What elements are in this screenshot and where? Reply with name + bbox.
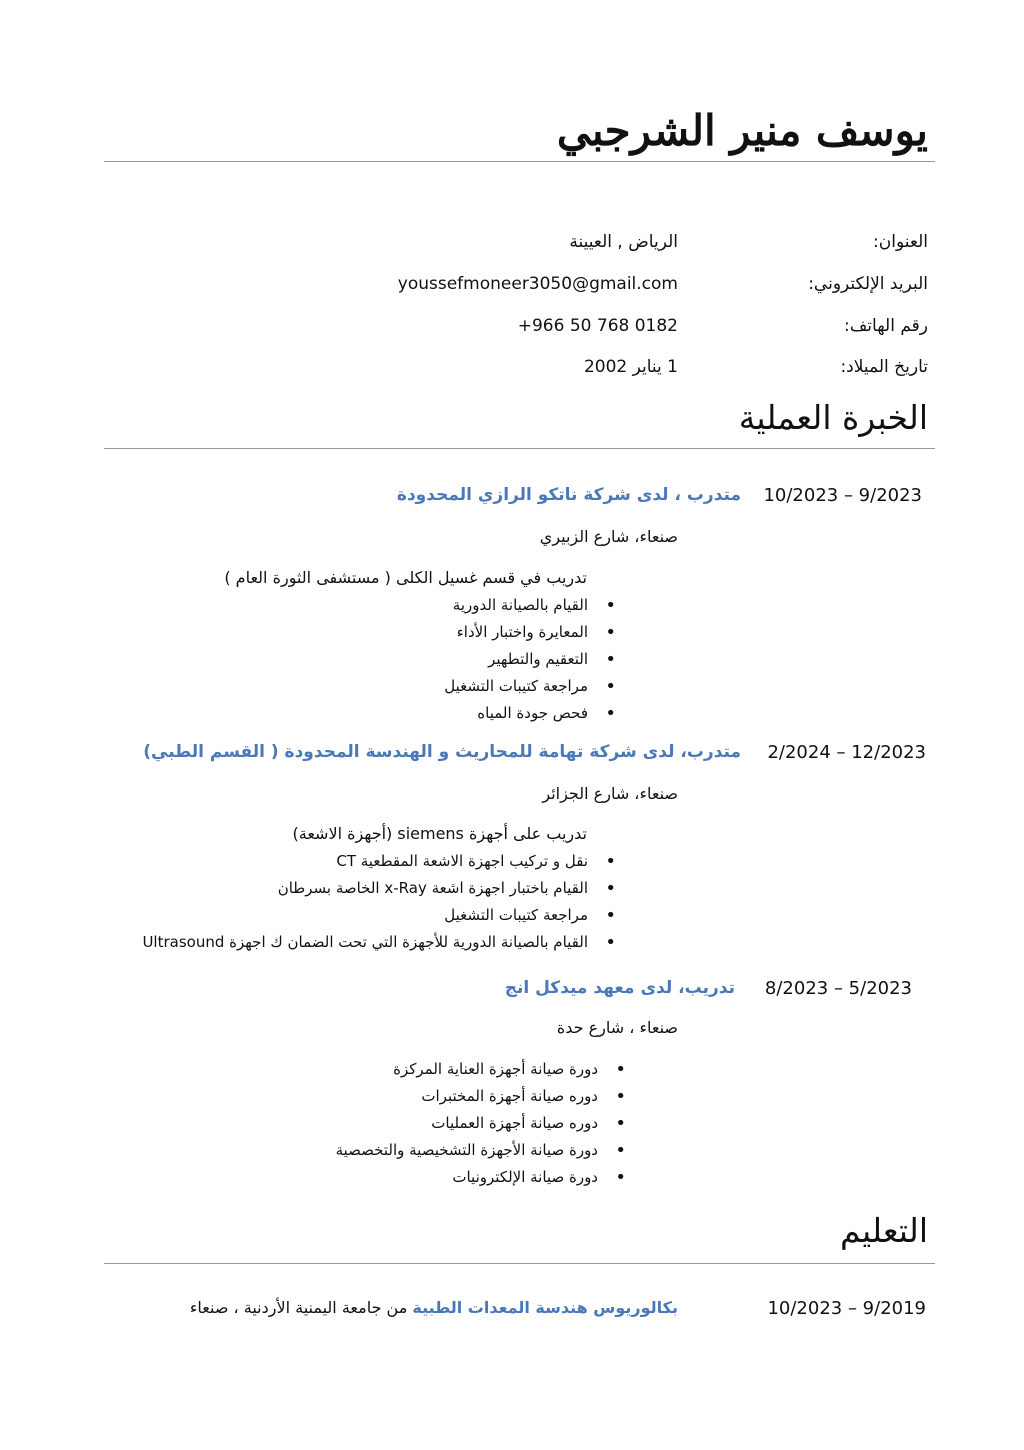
- education-dates: 10/2023 – 9/2019: [767, 1298, 926, 1319]
- job-3-courses: [336, 1056, 626, 1191]
- list-item: • فحص جودة المياه: [444, 700, 616, 727]
- phone-label: رقم الهاتف:: [843, 316, 928, 336]
- job-3-dates: 8/2023 – 5/2023: [764, 978, 912, 999]
- phone-value: +966 50 768 0182: [517, 316, 678, 336]
- list-item: • التعقيم والتطهير: [444, 646, 616, 673]
- job-1-dates: 10/2023 – 9/2023: [763, 485, 922, 506]
- job-2-description: تدريب على أجهزة siemens (أجهزة الاشعة): [292, 824, 587, 843]
- experience-heading: الخبرة العملية: [738, 398, 928, 437]
- list-item: • المعايرة واختبار الأداء: [444, 619, 616, 646]
- list-item: • نقل و تركيب اجهزة الاشعة المقطعية CT: [142, 848, 616, 875]
- page-title: يوسف منير الشرجبي: [556, 106, 928, 155]
- job-1-location: صنعاء، شارع الزبيري: [539, 527, 678, 546]
- list-item: • القيام بالصيانة الدورية للأجهزة التي تحت الضمان ك اجهزة Ultrasound: [142, 929, 616, 956]
- job-3-role: تدريب، لدى معهد ميدكل انج: [504, 978, 735, 998]
- education-entry: [190, 1297, 678, 1319]
- list-item: • دورة صيانة الإلكترونيات: [336, 1164, 626, 1191]
- title-divider: [104, 161, 935, 162]
- education-divider: [104, 1263, 935, 1264]
- list-item: • القيام باختبار اجهزة اشعة x-Ray الخاصة بسرطان: [142, 875, 616, 902]
- birth-date-value: 1 يناير 2002: [583, 357, 678, 377]
- list-item: • دورة صيانة الأجهزة التشخيصية والتخصصية: [336, 1137, 626, 1164]
- birth-date-label: تاريخ الميلاد:: [840, 357, 928, 377]
- job-2-role: متدرب، لدى شركة تهامة للمحاريث و الهندسة المحدودة ( القسم الطبي): [143, 742, 741, 762]
- address-value: الرياض , العيينة: [569, 232, 678, 252]
- job-1-role: متدرب ، لدى شركة ناتكو الرازي المحدودة: [396, 485, 741, 505]
- job-1-description: تدريب في قسم غسيل الكلى ( مستشفى الثورة العام ): [224, 568, 587, 587]
- list-item: • دوره صيانة أجهزة المختبرات: [336, 1083, 626, 1110]
- job-3-location: صنعاء ، شارع حدة: [556, 1018, 678, 1037]
- education-heading: التعليم: [840, 1211, 928, 1250]
- experience-divider: [104, 448, 935, 449]
- email-value[interactable]: youssefmoneer3050@gmail.com: [397, 274, 678, 294]
- list-item: • مراجعة كتيبات التشغيل: [142, 902, 616, 929]
- job-2-tasks: [142, 848, 616, 956]
- education-institution: من جامعة اليمنية الأردنية ، صنعاء: [189, 1298, 413, 1317]
- job-2-location: صنعاء، شارع الجزائر: [542, 784, 678, 803]
- education-degree: بكالوريوس هندسة المعدات الطبية: [412, 1298, 678, 1317]
- list-item: • مراجعة كتيبات التشغيل: [444, 673, 616, 700]
- job-2-dates: 2/2024 – 12/2023: [767, 742, 926, 763]
- address-label: العنوان:: [873, 232, 928, 252]
- email-label: البريد الإلكتروني:: [808, 274, 928, 294]
- job-1-tasks: [444, 592, 616, 727]
- list-item: • دوره صيانة أجهزة العمليات: [336, 1110, 626, 1137]
- list-item: • دورة صيانة أجهزة العناية المركزة: [336, 1056, 626, 1083]
- list-item: • القيام بالصيانة الدورية: [444, 592, 616, 619]
